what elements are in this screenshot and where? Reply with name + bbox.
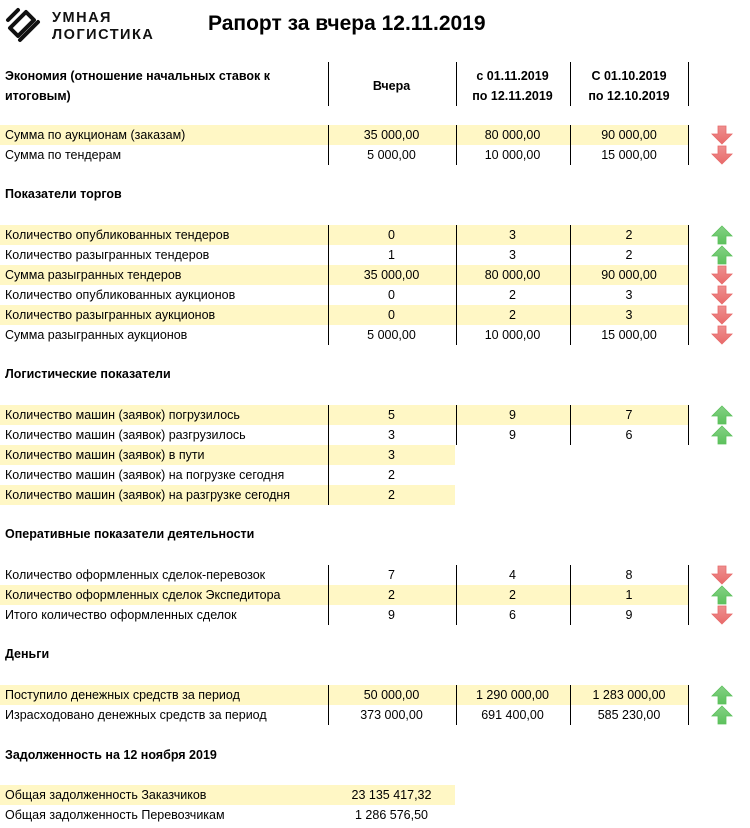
table-row: [0, 145, 750, 165]
table-row: [0, 685, 750, 705]
header-col-yesterday: Вчера: [372, 79, 411, 93]
arrow-down-icon: [711, 145, 733, 165]
table-row: [0, 285, 750, 305]
arrow-up-icon: [711, 225, 733, 245]
section-title: Показатели торгов: [5, 187, 122, 201]
table-row: [0, 565, 750, 585]
value-month: 2: [509, 308, 516, 322]
table-row: [0, 425, 750, 445]
arrow-up-icon: [711, 425, 733, 445]
column-divider: [328, 125, 329, 165]
table-row: [0, 705, 750, 725]
table-row: [0, 305, 750, 325]
column-divider: [456, 225, 457, 345]
value-prev-month: 2: [625, 228, 633, 242]
value-yesterday: 9: [388, 608, 395, 622]
column-divider: [570, 565, 571, 625]
value-prev-month: 90 000,00: [601, 128, 657, 142]
value-prev-month: 15 000,00: [601, 328, 657, 342]
column-divider: [570, 225, 571, 345]
value-yesterday: 23 135 417,32: [351, 788, 432, 802]
value-yesterday: 7: [388, 568, 395, 582]
value-prev-month: 585 230,00: [597, 708, 661, 722]
value-month: 6: [509, 608, 516, 622]
arrow-up-icon: [711, 705, 733, 725]
arrow-down-icon: [711, 605, 733, 625]
logo-line-2: ЛОГИСТИКА: [52, 27, 155, 43]
value-yesterday: 2: [388, 588, 395, 602]
header-economy-label: Экономия (отношение начальных ставок к итоговым): [5, 69, 271, 103]
value-yesterday: 2: [388, 468, 395, 482]
value-yesterday: 0: [388, 288, 395, 302]
value-prev-month: 7: [625, 408, 633, 422]
table-row: [0, 245, 750, 265]
section-title: Задолженность на 12 ноября 2019: [5, 748, 217, 762]
logo-mark-icon: [4, 6, 44, 46]
header-col-prev-line1: С 01.10.2019: [591, 69, 667, 83]
value-yesterday: 5 000,00: [367, 328, 416, 342]
value-prev-month: 8: [625, 568, 633, 582]
arrow-up-icon: [711, 405, 733, 425]
row-label: Общая задолженность Перевозчикам: [5, 808, 225, 822]
arrow-down-icon: [711, 325, 733, 345]
arrow-down-icon: [711, 305, 733, 325]
header-col-month: [456, 66, 569, 106]
value-month: 2: [509, 588, 516, 602]
column-divider: [456, 62, 457, 106]
table-row: [0, 805, 750, 825]
row-label: Количество оформленных сделок Экспедитора: [5, 588, 281, 602]
row-label: Итого количество оформленных сделок: [5, 608, 237, 622]
row-label: Количество разыгранных тендеров: [5, 248, 210, 262]
table-row: [0, 445, 750, 465]
value-month: 10 000,00: [484, 328, 541, 342]
value-month: 4: [509, 568, 516, 582]
column-divider: [456, 125, 457, 165]
value-yesterday: 2: [388, 488, 395, 502]
table-row: [0, 405, 750, 425]
value-prev-month: 6: [625, 428, 633, 442]
header-col-prev-month: [570, 66, 688, 106]
column-divider: [570, 685, 571, 725]
value-month: 9: [509, 408, 516, 422]
arrow-down-icon: [711, 285, 733, 305]
logo-text: [52, 10, 154, 44]
value-month: 691 400,00: [481, 708, 544, 722]
column-divider: [456, 405, 457, 445]
value-yesterday: 50 000,00: [363, 688, 420, 702]
row-label: Количество машин (заявок) на разгрузке сегодня: [5, 488, 291, 502]
value-month: 9: [509, 428, 516, 442]
row-label: Общая задолженность Заказчиков: [5, 788, 207, 802]
arrow-up-icon: [711, 245, 733, 265]
value-yesterday: 3: [388, 428, 395, 442]
value-month: 1 290 000,00: [476, 688, 549, 702]
row-label: Количество машин (заявок) погрузилось: [5, 408, 240, 422]
column-divider: [688, 405, 689, 445]
arrow-up-icon: [711, 685, 733, 705]
row-label: Количество машин (заявок) на погрузке сегодня: [5, 468, 285, 482]
row-label: Количество машин (заявок) в пути: [5, 448, 205, 462]
logo-line-1: УМНАЯ: [52, 10, 112, 26]
value-yesterday: 0: [388, 308, 395, 322]
column-divider: [688, 62, 689, 106]
column-divider: [688, 565, 689, 625]
column-divider: [688, 685, 689, 725]
value-yesterday: 35 000,00: [363, 128, 420, 142]
row-label: Количество разыгранных аукционов: [5, 308, 216, 322]
table-row: [0, 465, 750, 485]
table-row: [0, 605, 750, 625]
report-title: Рапорт за вчера 12.11.2019: [208, 12, 486, 35]
header-col-month-line2: по 12.11.2019: [472, 89, 553, 103]
value-month: 2: [509, 288, 516, 302]
column-divider: [570, 405, 571, 445]
value-prev-month: 3: [625, 308, 633, 322]
section-title: Деньги: [5, 647, 50, 661]
value-prev-month: 1: [625, 588, 633, 602]
section-title: Логистические показатели: [5, 367, 171, 381]
column-divider: [328, 685, 329, 725]
company-logo: [4, 4, 184, 48]
value-month: 80 000,00: [484, 268, 541, 282]
column-divider: [456, 565, 457, 625]
table-row: [0, 485, 750, 505]
column-divider: [328, 445, 329, 505]
row-label: Поступило денежных средств за период: [5, 688, 240, 702]
arrow-down-icon: [711, 565, 733, 585]
column-divider: [570, 125, 571, 165]
arrow-up-icon: [711, 585, 733, 605]
row-label: Количество машин (заявок) разгрузилось: [5, 428, 246, 442]
header-col-month-line1: с 01.11.2019: [476, 69, 549, 83]
column-divider: [688, 225, 689, 345]
value-prev-month: 9: [625, 608, 633, 622]
table-row: [0, 125, 750, 145]
arrow-down-icon: [711, 125, 733, 145]
row-label: Сумма разыгранных тендеров: [5, 268, 182, 282]
row-label: Сумма по тендерам: [5, 148, 122, 162]
value-yesterday: 5 000,00: [367, 148, 416, 162]
value-yesterday: 35 000,00: [363, 268, 420, 282]
value-month: 80 000,00: [484, 128, 541, 142]
value-yesterday: 1 286 576,50: [355, 808, 428, 822]
column-divider: [328, 405, 329, 445]
value-prev-month: 15 000,00: [601, 148, 657, 162]
section-title: Оперативные показатели деятельности: [5, 527, 255, 541]
column-divider: [328, 62, 329, 106]
value-prev-month: 1 283 000,00: [592, 688, 666, 702]
row-label: Количество опубликованных тендеров: [5, 228, 230, 242]
row-label: Израсходовано денежных средств за период: [5, 708, 267, 722]
value-yesterday: 0: [388, 228, 395, 242]
row-label: Количество опубликованных аукционов: [5, 288, 236, 302]
table-row: [0, 265, 750, 285]
table-row: [0, 225, 750, 245]
header-col-prev-line2: по 12.10.2019: [588, 89, 670, 103]
value-month: 3: [509, 248, 516, 262]
value-prev-month: 2: [625, 248, 633, 262]
column-divider: [456, 685, 457, 725]
row-label: Количество оформленных сделок-перевозок: [5, 568, 266, 582]
table-row: [0, 785, 750, 805]
column-divider: [328, 225, 329, 345]
row-label: Сумма по аукционам (заказам): [5, 128, 186, 142]
value-month: 10 000,00: [484, 148, 541, 162]
column-divider: [688, 125, 689, 165]
value-yesterday: 5: [388, 408, 395, 422]
column-divider: [328, 565, 329, 625]
value-yesterday: 373 000,00: [360, 708, 423, 722]
value-month: 3: [509, 228, 516, 242]
column-divider: [570, 62, 571, 106]
table-row: [0, 585, 750, 605]
row-label: Сумма разыгранных аукционов: [5, 328, 188, 342]
arrow-down-icon: [711, 265, 733, 285]
value-prev-month: 3: [625, 288, 633, 302]
value-yesterday: 1: [388, 248, 395, 262]
table-row: [0, 325, 750, 345]
value-prev-month: 90 000,00: [601, 268, 657, 282]
value-yesterday: 3: [388, 448, 395, 462]
